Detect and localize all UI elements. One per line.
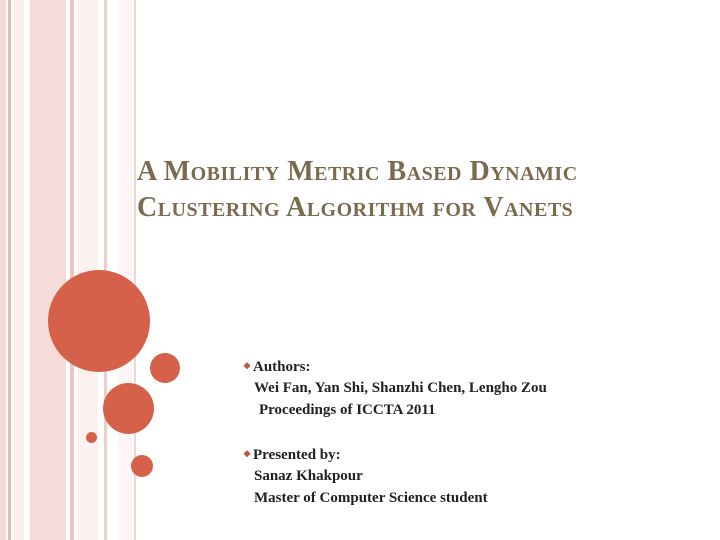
diamond-bullet-icon: ❖ <box>243 361 252 371</box>
slide-title <box>137 154 707 226</box>
decorative-circle-small <box>150 353 180 383</box>
decorative-stripe <box>0 0 6 540</box>
decorative-circle-medium <box>103 383 154 434</box>
decorative-stripe <box>70 0 74 540</box>
authors-heading-row <box>243 356 311 377</box>
decorative-circle-tiny <box>86 432 97 443</box>
diamond-bullet-icon: ❖ <box>243 449 252 459</box>
authors-venue: Proceedings of ICCTA 2011 <box>259 402 436 418</box>
presenter-role: Master of Computer Science student <box>254 490 488 506</box>
presenter-heading: Presented by: <box>253 447 341 463</box>
title-line-2: Clustering Algorithm for Vanets <box>137 192 574 223</box>
presenter-name: Sanaz Khakpour <box>254 468 363 484</box>
decorative-stripe <box>118 0 132 540</box>
presenter-heading-row <box>243 444 341 465</box>
decorative-circle-small <box>131 455 153 477</box>
decorative-stripe <box>30 0 66 540</box>
authors-names: Wei Fan, Yan Shi, Shanzhi Chen, Lengho Zou <box>254 380 547 396</box>
authors-heading: Authors: <box>253 359 311 375</box>
decorative-stripe <box>8 0 11 540</box>
title-line-1: A Mobility Metric Based Dynamic <box>137 156 578 187</box>
decorative-circle-large <box>48 270 150 372</box>
decorative-stripe <box>14 0 24 540</box>
